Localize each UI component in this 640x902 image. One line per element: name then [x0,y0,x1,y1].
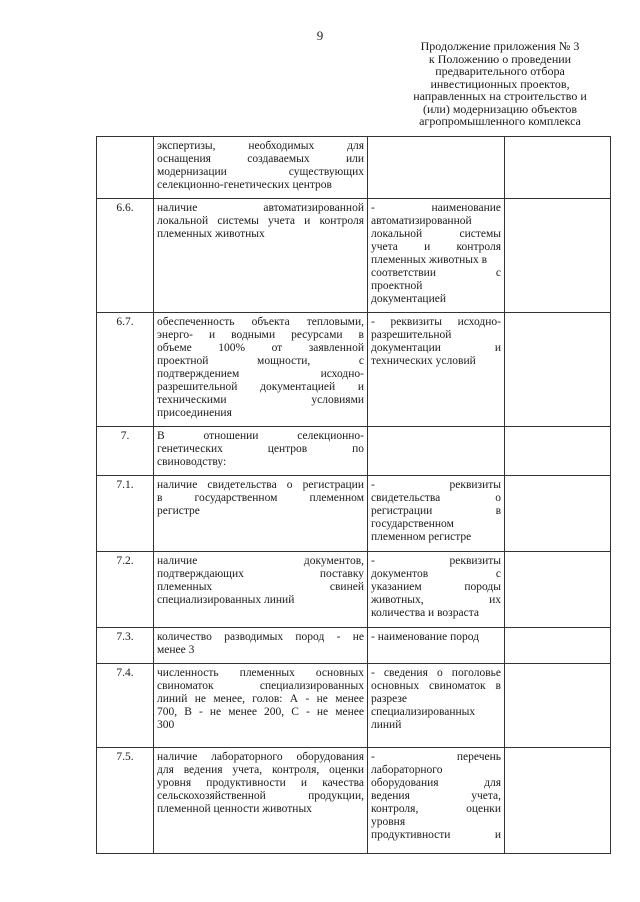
document-cell [368,427,505,476]
criterion-cell [154,628,368,664]
empty-cell [505,313,611,427]
cell-line: проектной [371,280,423,292]
cell-line: регистре [157,505,200,517]
cell-line: численность племенных основных [157,667,364,679]
document-cell [368,748,505,854]
cell-line: в государственном племенном [157,492,364,504]
cell-line: менее 3 [157,644,195,656]
cell-line: свиноматок специализированных [157,680,364,692]
cell-line: специализированных линий [157,594,295,606]
cell-line: племенных свиней [157,581,364,593]
cell-line: энерго- и водными ресурсами в [157,329,364,341]
cell-line: наличие документов, [157,555,364,567]
empty-cell [505,748,611,854]
page-number: 9 [316,28,324,43]
cell-line: племенных животных [157,228,265,240]
cell-line: основных свиноматок в [371,680,501,692]
header-line: к Положению о проведении [428,51,572,66]
empty-cell [505,552,611,628]
empty-cell [505,628,611,664]
table-row [97,476,611,552]
document-cell [368,628,505,664]
empty-cell [505,427,611,476]
cell-line: разрешительной документацией и [157,381,364,393]
cell-line: регистрации в [371,505,501,517]
criterion-cell [154,199,368,313]
table-row [97,199,611,313]
cell-line: подтверждающих поставку [157,568,364,580]
cell-line: локальной системы учета и контроля [157,215,364,227]
document-cell [368,664,505,748]
row-number: 7.1. [97,476,154,552]
cell-line: объеме 100% от заявленной [157,342,364,354]
cell-line: обеспеченность объекта тепловыми, [157,316,364,328]
table-row [97,137,611,199]
criterion-cell [154,476,368,552]
cell-line: продуктивности и [371,829,501,841]
cell-line: наличие свидетельства о регистрации [157,479,364,491]
document-cell [368,137,505,199]
table-row [97,748,611,854]
empty-cell [505,137,611,199]
cell-line: государственном [371,518,454,530]
criterion-cell [154,313,368,427]
cell-line: количество разводимых пород - не [157,631,364,643]
criterion-cell [154,748,368,854]
empty-cell [505,199,611,313]
table-row [97,427,611,476]
cell-line: - реквизиты исходно- [371,316,501,328]
appendix-header [408,40,592,128]
cell-line: документации и [371,342,501,354]
cell-line: уровня продуктивности и качества [157,777,364,789]
cell-line: автоматизированной [371,215,472,227]
cell-line: технических условий [371,355,476,367]
cell-line: - перечень [371,751,501,763]
cell-line: генетических центров по [157,443,364,455]
row-number: 7.4. [97,664,154,748]
row-number: 7.3. [97,628,154,664]
cell-line: ведения учета, [371,790,501,802]
cell-line: 300 [157,719,175,731]
cell-line: наличие автоматизированной [157,202,364,214]
cell-line: В отношении селекционно- [157,430,364,442]
cell-line: оснащения создаваемых или [157,153,364,165]
table-row [97,664,611,748]
cell-line: 700, В - не менее 200, С - не менее [157,706,364,718]
document-cell [368,552,505,628]
document-cell [368,199,505,313]
cell-line: оборудования для [371,777,501,789]
cell-line: племенных животных в [371,254,488,266]
criterion-cell [154,664,368,748]
cell-line: подтверждением исходно- [157,368,364,380]
row-number [97,137,154,199]
row-number: 6.7. [97,313,154,427]
cell-line: линий не менее, голов: А - не менее [157,693,364,705]
table-row [97,552,611,628]
document-cell [368,476,505,552]
cell-line: линий [371,719,402,731]
cell-line: модернизации существующих [157,166,364,178]
cell-line: - реквизиты [371,479,501,491]
header-line: (или) модернизацию объектов [423,101,577,116]
table-row [97,628,611,664]
row-number: 7.5. [97,748,154,854]
empty-cell [505,664,611,748]
cell-line: племенной ценности животных [157,803,312,815]
header-line: агропромышленного комплекса [419,114,581,128]
document-cell [368,313,505,427]
cell-line: проектной мощности, с [157,355,364,367]
cell-line: для ведения учета, контроля, оценки [157,764,364,776]
cell-line: специализированных [371,706,476,718]
cell-line: - наименование [371,202,501,214]
row-number: 7.2. [97,552,154,628]
table-row [97,313,611,427]
cell-line: наличие лабораторного оборудования [157,751,364,763]
header-line: инвестиционных проектов, [430,76,570,91]
header-line: направленных на строительство и [413,89,587,103]
cell-line: присоединения [157,407,232,419]
cell-line: животных, их [371,594,501,606]
cell-line: экспертизы, необходимых для [157,140,364,152]
cell-line: - сведения о поголовье [371,667,501,679]
cell-line: селекционно-генетических центров [157,179,332,191]
row-number: 7. [97,427,154,476]
criterion-cell [154,137,368,199]
cell-line: свиноводству: [157,456,227,468]
cell-line: племенном регистре [371,531,472,543]
cell-line: учета и контроля [371,241,501,253]
criterion-cell [154,427,368,476]
cell-line: уровня [371,816,406,828]
cell-line: - реквизиты [371,555,501,567]
cell-line: техническими условиями [157,394,364,406]
cell-line: сельскохозяйственной продукции, [157,790,364,802]
cell-line: документацией [371,293,446,305]
header-line: Продолжение приложения № 3 [420,39,580,53]
criterion-cell [154,552,368,628]
cell-line: - наименование пород [371,631,479,643]
header-line: предварительного отбора [435,64,565,78]
empty-cell [505,476,611,552]
cell-line: свидетельства о [371,492,501,504]
cell-line: соответствии с [371,267,501,279]
cell-line: разрезе [371,693,408,705]
cell-line: количества и возраста [371,607,479,619]
cell-line: документов с [371,568,501,580]
requirements-table [96,136,611,854]
cell-line: разрешительной [371,329,452,341]
cell-line: лабораторного [371,764,443,776]
cell-line: контроля, оценки [371,803,501,815]
cell-line: локальной системы [371,228,501,240]
cell-line: указанием породы [371,581,501,593]
row-number: 6.6. [97,199,154,313]
